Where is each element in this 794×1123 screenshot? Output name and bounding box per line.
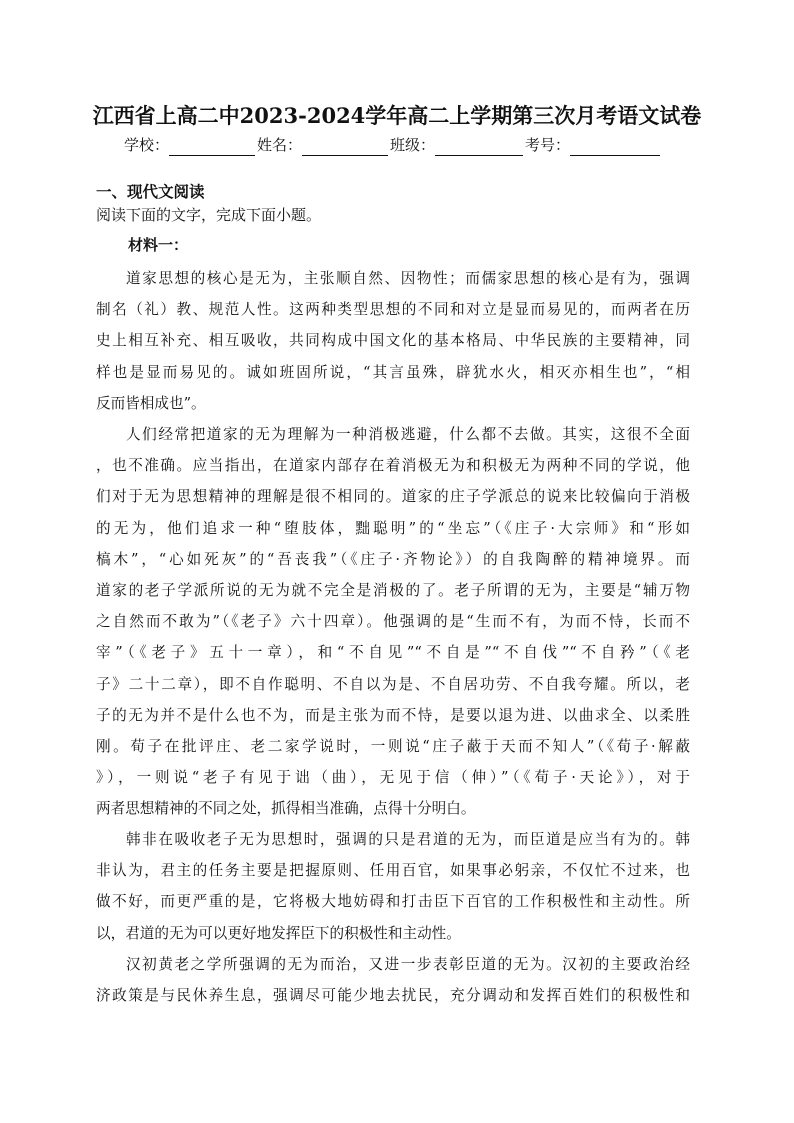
text-line: 道家的老子学派所说的无为就不完全是消极的了。老子所谓的无为，主要是“辅万物 — [96, 581, 690, 599]
text-line: 两者思想精神的不同之处，抓得相当准确，点得十分明白。 — [96, 800, 476, 818]
section-heading: 一、现代文阅读 — [96, 183, 205, 201]
text-line: 反而皆相成也”。 — [96, 394, 206, 412]
text-line: 非认为，君主的任务主要是把握原则、任用百官，如果事必躬亲，不仅忙不过来，也 — [96, 862, 690, 880]
text-line: 刚。荀子在批评庄、老二家学说时，一则说“庄子蔽于天而不知人”（《荀子·解蔽 — [96, 737, 690, 755]
school-blank[interactable] — [169, 138, 255, 156]
reading-instruction: 阅读下面的文字，完成下面小题。 — [96, 206, 322, 224]
text-line: 济政策是与民休养生息，强调尽可能少地去扰民，充分调动和发挥百姓们的积极性和 — [96, 987, 690, 1005]
student-info-row — [124, 134, 684, 158]
text-line: 制名（礼）教、规范人性。这两种类型思想的不同和对立是显而易见的，而两者在历 — [96, 301, 690, 319]
text-line: 槁木”，“心如死灰”的“吾丧我”（《庄子·齐物论》）的自我陶醉的精神境界。而 — [96, 550, 690, 568]
text-line: 子的无为并不是什么也不为，而是主张为而不恃，是要以退为进、以曲求全、以柔胜 — [96, 706, 690, 724]
name-label: 姓名： — [257, 136, 303, 154]
paragraph-3 — [96, 824, 690, 949]
exam-number-blank[interactable] — [570, 138, 660, 156]
text-line: 子》二十二章），即不自作聪明、不自以为是、不自居功劳、不自我夸耀。所以，老 — [96, 675, 690, 693]
name-blank[interactable] — [302, 138, 388, 156]
text-line: 们对于无为思想精神的理解是很不相同的。道家的庄子学派总的说来比较偏向于消极 — [96, 488, 690, 506]
text-line: 道家思想的核心是无为，主张顺自然、因物性；而儒家思想的核心是有为，强调 — [126, 270, 690, 287]
paragraph-4 — [96, 949, 690, 1011]
material-label: 材料一： — [128, 236, 189, 254]
paragraph-1 — [96, 263, 690, 419]
text-line: 宰”（《老子》五十一章），和“不自见”“不自是”“不自伐”“不自矜”（《老 — [96, 644, 690, 662]
exam-number-label: 考号： — [525, 136, 571, 154]
text-line: 韩非在吸收老子无为思想时，强调的只是君道的无为，而臣道是应当有为的。韩 — [126, 831, 690, 848]
text-line: ，也不准确。应当指出，在道家内部存在着消极无为和积极无为两种不同的学说，他 — [96, 457, 690, 475]
exam-title: 江西省上高二中2023-2024学年高二上学期第三次月考语文试卷 — [92, 103, 702, 128]
text-line: 史上相互补充、相互吸收，共同构成中国文化的基本格局、中华民族的主要精神，同 — [96, 332, 690, 350]
text-line: 》），一则说“老子有见于诎（曲），无见于信（伸）”（《荀子·天论》），对于 — [96, 769, 690, 787]
text-line: 之自然而不敢为”（《老子》六十四章）。他强调的是“生而不有，为而不恃，长而不 — [96, 613, 690, 631]
text-line: 做不好，而更严重的是，它将极大地妨碍和打击臣下百官的工作积极性和主动性。所 — [96, 893, 690, 911]
paragraph-2 — [96, 419, 690, 824]
text-line: 以，君道的无为可以更好地发挥臣下的积极性和主动性。 — [96, 924, 461, 942]
class-blank[interactable] — [435, 138, 523, 156]
text-line: 的无为，他们追求一种“堕肢体，黜聪明”的“坐忘”（《庄子·大宗师》和“形如 — [96, 519, 690, 537]
class-label: 班级： — [390, 136, 436, 154]
text-line: 汉初黄老之学所强调的无为而治，又进一步表彰臣道的无为。汉初的主要政治经 — [126, 956, 690, 973]
text-line: 人们经常把道家的无为理解为一种消极逃避，什么都不去做。其实，这很不全面 — [126, 426, 690, 443]
school-label: 学校： — [124, 136, 170, 154]
text-line: 样也是显而易见的。诚如班固所说，“其言虽殊，辟犹水火，相灭亦相生也”，“相 — [96, 363, 690, 381]
